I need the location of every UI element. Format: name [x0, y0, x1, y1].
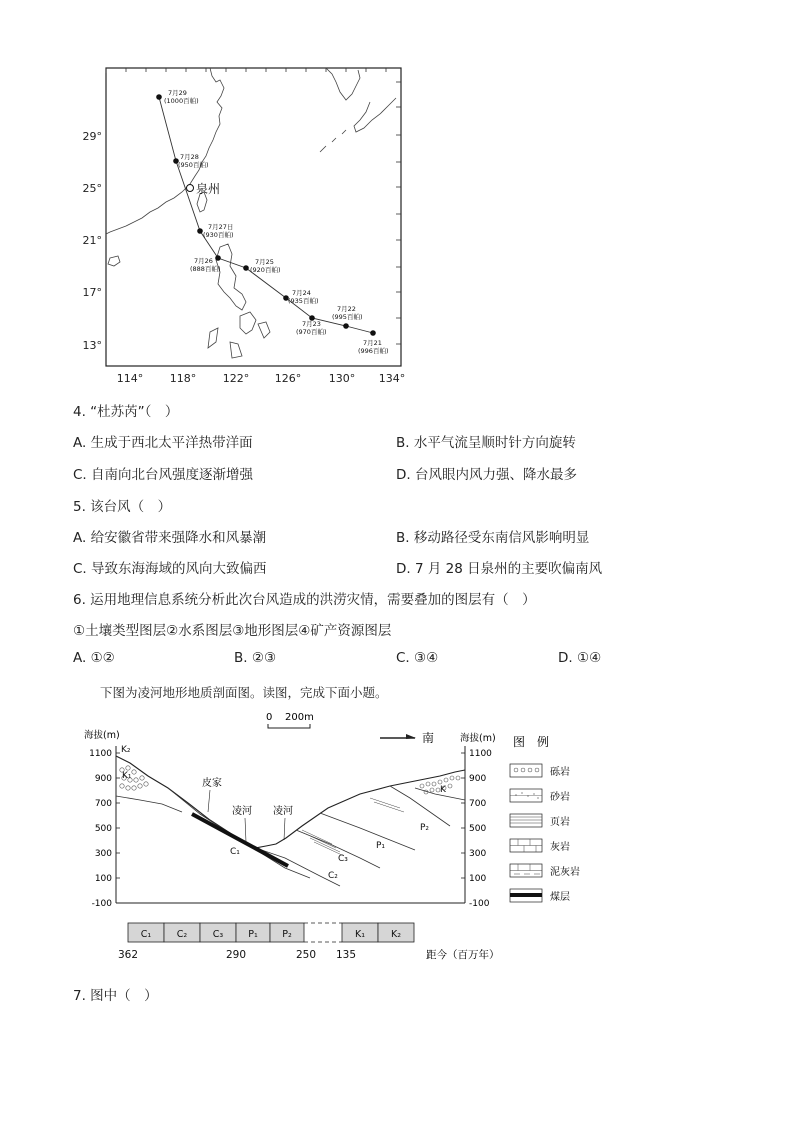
left-axis-title: 海拔(m) [84, 730, 120, 741]
timeline-unit: C₁ [140, 929, 152, 940]
q5-option-c[interactable]: C. 导致东海海域的风向大致偏西 [73, 561, 267, 577]
legend-label: 煤层 [550, 892, 570, 903]
timeline-unit: C₃ [212, 929, 224, 940]
section-intro: 下图为凌河地形地质剖面图。读图，完成下面小题。 [100, 685, 388, 700]
timeline-age: 135 [335, 949, 357, 961]
timeline-age: 250 [295, 949, 317, 961]
coal-seam [192, 814, 288, 866]
legend-coal-band [510, 893, 542, 897]
unit-label: C₂ [328, 871, 338, 881]
track-date: 7月27日 [208, 223, 234, 231]
elev-tick: -100 [91, 899, 112, 909]
timeline-age: 362 [117, 949, 139, 961]
question-7-stem: 7. 图中（ ） [73, 988, 158, 1004]
track-pressure: (1000百帕) [164, 97, 199, 105]
geologic-timeline [118, 923, 500, 961]
legend-title: 图 例 [513, 735, 550, 749]
timeline-unit: C₂ [176, 929, 188, 940]
scale-label: 200m [285, 712, 314, 723]
elev-tick: 900 [94, 774, 112, 784]
elev-tick: 100 [469, 874, 487, 884]
track-point [197, 228, 203, 234]
timeline-unit: K₁ [354, 929, 366, 940]
track-date: 7月21 [363, 339, 382, 347]
terrain-surface [116, 756, 465, 848]
legend-label: 页岩 [550, 817, 570, 828]
question-5-stem: 5. 该台风（ ） [73, 499, 172, 515]
legend-label: 灰岩 [550, 842, 570, 853]
q5-option-a[interactable]: A. 给安徽省带来强降水和风暴潮 [73, 530, 267, 546]
track-date: 7月24 [292, 289, 311, 297]
elev-tick: 700 [94, 799, 112, 809]
track-pressure: (920百帕) [250, 266, 281, 274]
map-frame [106, 68, 401, 366]
timeline-unit: P₂ [282, 929, 292, 940]
elev-tick: 100 [94, 874, 112, 884]
elev-tick: 1100 [89, 749, 112, 759]
track-point [215, 255, 221, 261]
track-date: 7月28 [180, 153, 199, 161]
q6-option-a[interactable]: A. ①② [73, 650, 115, 666]
track-date: 7月29 [168, 89, 187, 97]
q5-option-d[interactable]: D. 7 月 28 日泉州的主要吹偏南风 [396, 561, 603, 577]
q4-option-b[interactable]: B. 水平气流呈顺时针方向旋转 [396, 435, 576, 451]
q4-option-c[interactable]: C. 自南向北台风强度逐渐增强 [73, 467, 254, 483]
q6-layer-list: ①土壤类型图层②水系图层③地形图层④矿产资源图层 [73, 623, 392, 639]
track-point [243, 265, 249, 271]
question-4-stem: 4. “杜苏芮”（ ） [73, 404, 179, 420]
lat-tick: 21° [82, 234, 102, 247]
track-pressure: (950百帕) [178, 161, 209, 169]
direction-label: 南 [422, 731, 435, 745]
legend-swatch-shale [510, 814, 542, 827]
lat-tick: 13° [82, 339, 102, 352]
track-point [370, 330, 376, 336]
unit-label: K₂ [121, 745, 131, 755]
timeline-unit: P₁ [248, 929, 258, 940]
q6-option-c[interactable]: C. ③④ [396, 650, 439, 666]
typhoon-track-map [70, 62, 410, 392]
lat-tick: 17° [82, 286, 102, 299]
lon-tick: 118° [169, 372, 197, 385]
lon-tick: 122° [222, 372, 250, 385]
track-point [156, 94, 162, 100]
track-date: 7月22 [337, 305, 356, 313]
unit-label: K₁ [122, 771, 132, 781]
scale-bar [268, 724, 310, 728]
lon-tick: 114° [116, 372, 144, 385]
elev-tick: 1100 [469, 749, 492, 759]
elev-tick: 500 [469, 824, 487, 834]
track-pressure: (996百帕) [358, 347, 389, 355]
quanzhou-marker [187, 185, 194, 192]
q6-option-b[interactable]: B. ②③ [234, 650, 277, 666]
shale-texture [302, 798, 404, 856]
track-pressure: (970百帕) [296, 328, 327, 336]
timeline-age: 290 [225, 949, 247, 961]
legend-label: 砂岩 [550, 792, 570, 803]
city-label: 泉州 [196, 182, 221, 196]
track-date: 7月25 [255, 258, 274, 266]
legend-label: 砾岩 [550, 767, 570, 778]
lon-tick: 130° [328, 372, 356, 385]
legend-swatch-conglomerate [510, 764, 542, 777]
elev-tick: 500 [94, 824, 112, 834]
lat-tick: 29° [82, 130, 102, 143]
lat-tick: 25° [82, 182, 102, 195]
elev-tick: 300 [94, 849, 112, 859]
track-date: 7月23 [302, 320, 321, 328]
river-label-1: 凌河 [232, 806, 252, 817]
elev-tick: 700 [469, 799, 487, 809]
river-label-2: 凌河 [273, 806, 293, 817]
timeline-caption: 距今（百万年） [426, 949, 500, 961]
track-date: 7月26 [194, 257, 213, 265]
scale-zero: 0 [266, 712, 273, 723]
unit-label: K [440, 785, 446, 795]
place-pijia: 皮家 [202, 778, 222, 789]
q5-option-b[interactable]: B. 移动路径受东南信风影响明显 [396, 530, 590, 546]
lon-tick: 126° [274, 372, 302, 385]
geologic-cross-section [70, 708, 600, 968]
q4-option-a[interactable]: A. 生成于西北太平洋热带洋面 [73, 435, 253, 451]
unit-label: P₁ [376, 841, 386, 851]
unit-label: C₃ [338, 854, 348, 864]
track-pressure: (888百帕) [190, 265, 221, 273]
right-axis-title: 海拔(m) [460, 733, 496, 744]
q6-option-d[interactable]: D. ①④ [558, 650, 602, 666]
legend [510, 764, 580, 903]
track-point [343, 323, 349, 329]
lon-tick: 134° [378, 372, 406, 385]
strata-boundaries [116, 786, 465, 886]
track-pressure: (995百帕) [332, 313, 363, 321]
track-pressure: (935百帕) [288, 297, 319, 305]
timeline-unit: K₂ [390, 929, 402, 940]
unit-label: C₁ [230, 847, 240, 857]
elev-tick: -100 [469, 899, 490, 909]
legend-label: 泥灰岩 [550, 867, 580, 878]
elev-tick: 300 [469, 849, 487, 859]
unit-label: P₂ [420, 823, 430, 833]
q4-option-d[interactable]: D. 台风眼内风力强、降水最多 [396, 467, 577, 483]
question-6-stem: 6. 运用地理信息系统分析此次台风造成的洪涝灾情，需要叠加的图层有（ ） [73, 592, 536, 608]
elev-tick: 900 [469, 774, 487, 784]
track-pressure: (930百帕) [203, 231, 234, 239]
